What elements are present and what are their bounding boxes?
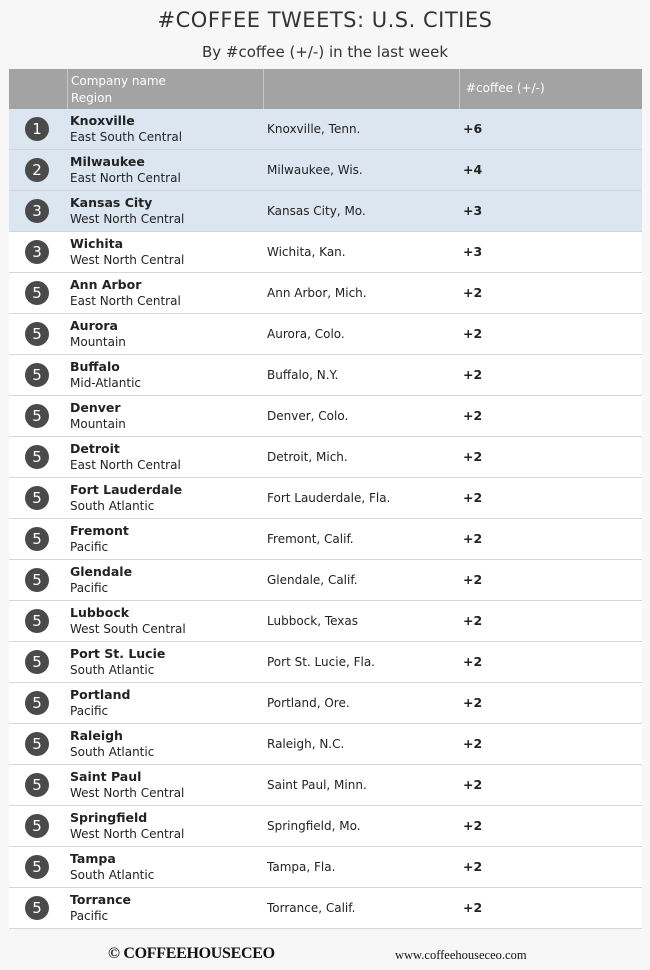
rank-badge: 5 — [25, 896, 49, 920]
coffee-change-value: +6 — [463, 121, 483, 136]
header-company-region — [71, 73, 166, 107]
city-name: Fremont — [70, 523, 129, 538]
region-name: Pacific — [70, 540, 109, 554]
city-state: Fremont, Calif. — [267, 532, 354, 546]
city-name: Fort Lauderdale — [70, 482, 183, 497]
city-state: Detroit, Mich. — [267, 450, 348, 464]
city-state: Portland, Ore. — [267, 696, 350, 710]
region-name: East North Central — [70, 294, 181, 308]
rank-badge: 3 — [25, 240, 49, 264]
table-row — [9, 806, 642, 847]
coffee-change-value: +2 — [463, 613, 483, 628]
coffee-change-value: +2 — [463, 367, 483, 382]
city-state: Ann Arbor, Mich. — [267, 286, 367, 300]
rank-badge: 5 — [25, 691, 49, 715]
coffee-change-value: +4 — [463, 162, 483, 177]
rank-badge: 5 — [25, 404, 49, 428]
footer-url: www.coffeehouseceo.com — [395, 948, 527, 962]
table-row — [9, 396, 642, 437]
coffee-change-value: +2 — [463, 736, 483, 751]
header-metric: #coffee (+/-) — [466, 81, 545, 95]
rank-badge: 5 — [25, 609, 49, 633]
coffee-change-value: +3 — [463, 203, 483, 218]
table-header — [9, 69, 642, 109]
table-row — [9, 724, 642, 765]
region-name: West North Central — [70, 212, 185, 226]
city-name: Portland — [70, 687, 131, 702]
city-state: Kansas City, Mo. — [267, 204, 366, 218]
city-name: Raleigh — [70, 728, 123, 743]
coffee-change-value: +2 — [463, 777, 483, 792]
table-row — [9, 642, 642, 683]
rank-badge: 5 — [25, 732, 49, 756]
region-name: Pacific — [70, 581, 109, 595]
region-name: West North Central — [70, 786, 185, 800]
header-divider — [67, 69, 68, 109]
region-name: South Atlantic — [70, 745, 155, 759]
rank-badge: 3 — [25, 199, 49, 223]
city-name: Lubbock — [70, 605, 130, 620]
page-title: #COFFEE TWEETS: U.S. CITIES — [157, 8, 493, 32]
city-state: Glendale, Calif. — [267, 573, 358, 587]
city-state: Aurora, Colo. — [267, 327, 345, 341]
region-name: East South Central — [70, 130, 183, 144]
region-name: Pacific — [70, 704, 109, 718]
ranking-table — [9, 69, 642, 929]
header-divider — [263, 69, 264, 109]
table-row — [9, 601, 642, 642]
rank-badge: 5 — [25, 486, 49, 510]
header-divider — [459, 69, 460, 109]
rank-badge: 2 — [25, 158, 49, 182]
city-state: Torrance, Calif. — [267, 901, 356, 915]
city-name: Ann Arbor — [70, 277, 142, 292]
city-name: Saint Paul — [70, 769, 142, 784]
city-state: Fort Lauderdale, Fla. — [267, 491, 391, 505]
rank-badge: 5 — [25, 855, 49, 879]
coffee-change-value: +2 — [463, 900, 483, 915]
city-name: Milwaukee — [70, 154, 145, 169]
footer-brand-logo: © COFFEEHOUSECEO — [108, 945, 275, 962]
region-name: Mountain — [70, 335, 126, 349]
header-company-name: Company name — [71, 74, 166, 88]
table-row — [9, 273, 642, 314]
region-name: South Atlantic — [70, 868, 155, 882]
rank-badge: 5 — [25, 281, 49, 305]
region-name: Pacific — [70, 909, 109, 923]
table-row — [9, 478, 642, 519]
city-state: Raleigh, N.C. — [267, 737, 345, 751]
city-name: Springfield — [70, 810, 148, 825]
rank-badge: 5 — [25, 363, 49, 387]
rank-badge: 5 — [25, 322, 49, 346]
coffee-change-value: +2 — [463, 654, 483, 669]
rank-badge: 5 — [25, 814, 49, 838]
coffee-change-value: +2 — [463, 408, 483, 423]
city-state: Lubbock, Texas — [267, 614, 359, 628]
city-state: Denver, Colo. — [267, 409, 349, 423]
coffee-change-value: +2 — [463, 572, 483, 587]
city-name: Tampa — [70, 851, 116, 866]
city-state: Wichita, Kan. — [267, 245, 346, 259]
table-row — [9, 150, 642, 191]
coffee-change-value: +2 — [463, 490, 483, 505]
coffee-change-value: +2 — [463, 531, 483, 546]
table-row — [9, 437, 642, 478]
city-name: Wichita — [70, 236, 124, 251]
table-row — [9, 847, 642, 888]
table-row — [9, 765, 642, 806]
region-name: South Atlantic — [70, 663, 155, 677]
region-name: West North Central — [70, 827, 185, 841]
page-subtitle: By #coffee (+/-) in the last week — [201, 43, 449, 61]
city-state: Knoxville, Tenn. — [267, 122, 361, 136]
city-name: Torrance — [70, 892, 132, 907]
city-name: Aurora — [70, 318, 118, 333]
rank-badge: 5 — [25, 773, 49, 797]
region-name: East North Central — [70, 171, 181, 185]
coffee-change-value: +2 — [463, 859, 483, 874]
city-state: Port St. Lucie, Fla. — [267, 655, 375, 669]
table-row — [9, 314, 642, 355]
coffee-change-value: +2 — [463, 326, 483, 341]
region-name: West South Central — [70, 622, 186, 636]
region-name: West North Central — [70, 253, 185, 267]
table-row — [9, 109, 642, 150]
region-name: Mountain — [70, 417, 126, 431]
city-state: Milwaukee, Wis. — [267, 163, 363, 177]
city-state: Buffalo, N.Y. — [267, 368, 339, 382]
region-name: East North Central — [70, 458, 181, 472]
table-row — [9, 232, 642, 273]
rank-badge: 5 — [25, 445, 49, 469]
city-state: Tampa, Fla. — [267, 860, 336, 874]
table-body — [9, 109, 642, 929]
city-state: Springfield, Mo. — [267, 819, 361, 833]
rank-badge: 5 — [25, 527, 49, 551]
table-row — [9, 683, 642, 724]
coffee-change-value: +2 — [463, 285, 483, 300]
city-name: Kansas City — [70, 195, 153, 210]
city-name: Buffalo — [70, 359, 120, 374]
table-row — [9, 191, 642, 232]
coffee-change-value: +2 — [463, 449, 483, 464]
rank-badge: 5 — [25, 568, 49, 592]
table-row — [9, 888, 642, 929]
city-name: Knoxville — [70, 113, 135, 128]
table-row — [9, 355, 642, 396]
city-name: Port St. Lucie — [70, 646, 166, 661]
city-name: Denver — [70, 400, 121, 415]
city-name: Detroit — [70, 441, 120, 456]
rank-badge: 1 — [25, 117, 49, 141]
city-state: Saint Paul, Minn. — [267, 778, 367, 792]
city-name: Glendale — [70, 564, 133, 579]
table-row — [9, 519, 642, 560]
header-region: Region — [71, 91, 113, 105]
rank-badge: 5 — [25, 650, 49, 674]
coffee-change-value: +3 — [463, 244, 483, 259]
coffee-change-value: +2 — [463, 818, 483, 833]
region-name: Mid-Atlantic — [70, 376, 142, 390]
region-name: South Atlantic — [70, 499, 155, 513]
coffee-change-value: +2 — [463, 695, 483, 710]
table-row — [9, 560, 642, 601]
